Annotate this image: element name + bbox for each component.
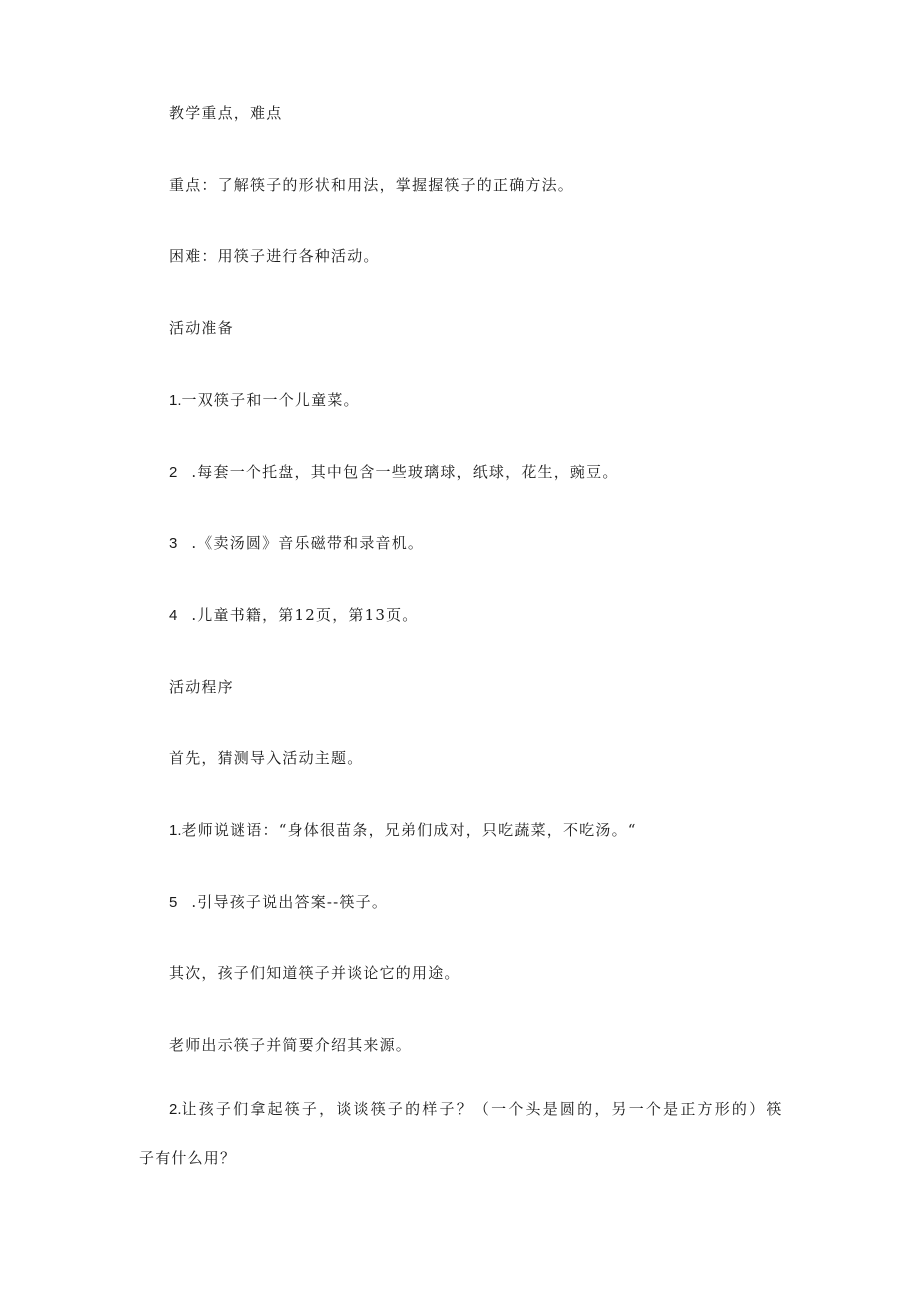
question-paragraph-line2: 子有什么用？	[139, 1149, 237, 1167]
prep-item-text: .儿童书籍，第12页，第13页。	[191, 606, 419, 624]
prep-item-4	[169, 605, 419, 626]
riddle-number: 1.	[169, 822, 182, 839]
key-point-paragraph: 重点：了解筷子的形状和用法，掌握握筷子的正确方法。	[169, 176, 575, 194]
prep-item-text: 一双筷子和一个儿童菜。	[181, 391, 360, 409]
prep-item-text: .每套一个托盘，其中包含一些玻璃球，纸球，花生，豌豆。	[191, 463, 619, 481]
prep-item-3	[169, 533, 424, 554]
prep-item-number: 3	[169, 535, 178, 552]
step-second-paragraph: 其次，孩子们知道筷子并谈论它的用途。	[169, 964, 461, 982]
heading-procedure: 活动程序	[169, 678, 234, 696]
guide-paragraph	[169, 892, 388, 913]
prep-item-1	[169, 390, 360, 411]
difficulty-paragraph: 困难：用筷子进行各种活动。	[169, 247, 380, 265]
heading-preparation: 活动准备	[169, 319, 234, 337]
riddle-text: 老师说谜语：“身体很苗条，兄弟们成对，只吃蔬菜，不吃汤。“	[181, 821, 637, 839]
guide-text: .引导孩子说出答案--筷子。	[191, 893, 389, 911]
guide-number: 5	[169, 894, 178, 911]
question-paragraph-line1	[169, 1099, 784, 1120]
riddle-paragraph	[169, 820, 637, 841]
prep-item-2	[169, 462, 619, 483]
heading-key-points: 教学重点，难点	[169, 104, 283, 122]
prep-item-number: 1.	[169, 392, 182, 409]
teacher-show-paragraph: 老师出示筷子并简要介绍其来源。	[169, 1036, 413, 1054]
prep-item-number: 4	[169, 607, 178, 624]
prep-item-number: 2	[169, 464, 178, 481]
question-number: 2.	[169, 1101, 182, 1118]
prep-item-text: .《卖汤圆》音乐磁带和录音机。	[191, 534, 425, 552]
question-text-line1: 让孩子们拿起筷子，谈谈筷子的样子？（一个头是圆的，另一个是正方形的）筷	[181, 1100, 784, 1118]
step-first-paragraph: 首先，猜测导入活动主题。	[169, 749, 364, 767]
